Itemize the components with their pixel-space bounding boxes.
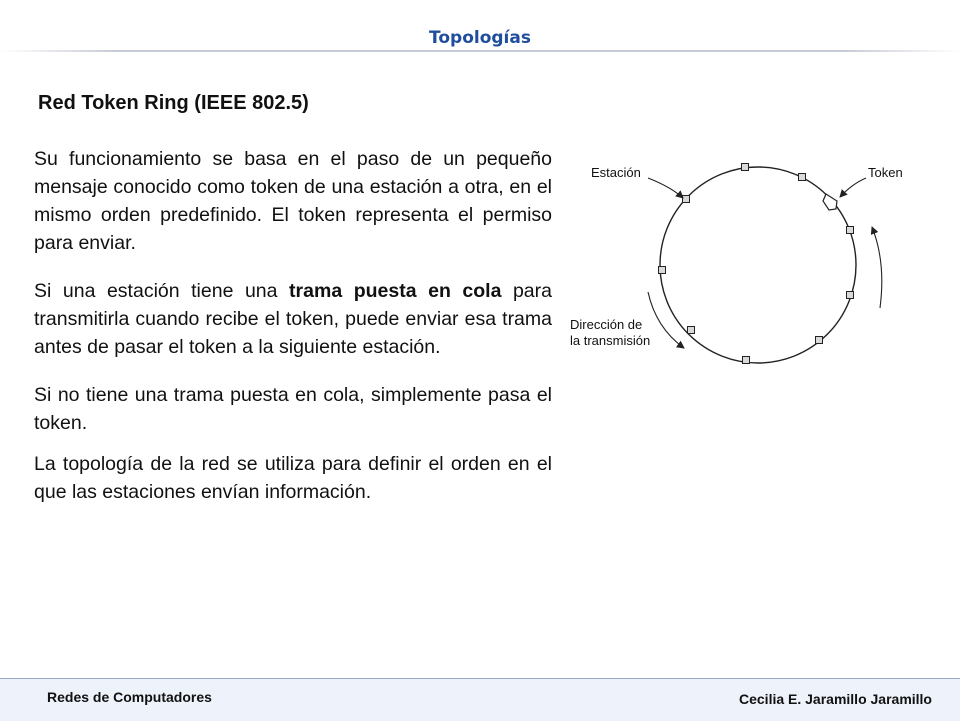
station-node [742,164,749,171]
footer-author: Cecilia E. Jaramillo Jaramillo [739,691,932,707]
station-node [743,357,750,364]
station-node [847,292,854,299]
paragraph-2 [34,277,552,361]
token-pointer-arrow [840,178,866,197]
station-node [816,337,823,344]
paragraph-1: Su funcionamiento se basa en el paso de un pequeño mensaje conocido como token de una estación a otra, en el mismo orden predefinido. El token representa el permiso para enviar. [34,148,552,254]
paragraph-4: La topología de la red se utiliza para definir el orden en el que las estaciones envían información. [34,453,552,503]
body-text [34,145,552,526]
footer-course: Redes de Computadores [47,689,212,705]
label-direction-line1: Dirección de [570,317,643,332]
station-node [688,327,695,334]
station-node [659,267,666,274]
station-node [847,227,854,234]
footer [0,678,960,721]
slide-title: Red Token Ring (IEEE 802.5) [38,92,309,114]
paragraph-2-bold: trama puesta en cola [289,280,502,302]
paragraph-2-start: Si una estación tiene una [34,280,290,302]
paragraph-3: Si no tiene una trama puesta en cola, simplemente pasa el token. [34,384,552,434]
station-node [799,174,806,181]
paragraph-2-end: para transmitirla cuando recibe el token, puede enviar esa trama antes de pasar el token a la siguiente estación. [34,280,552,358]
token-icon [823,194,837,210]
label-direction-line2: la transmisión [570,333,651,348]
label-token: Token [868,165,903,180]
token-ring-diagram [562,150,922,390]
direction-arrow-right [872,227,882,308]
station-pointer-arrow [648,178,683,198]
label-station: Estación [591,165,641,180]
header-title: Topologías [429,28,531,48]
station-node [683,196,690,203]
header-divider [0,50,960,52]
